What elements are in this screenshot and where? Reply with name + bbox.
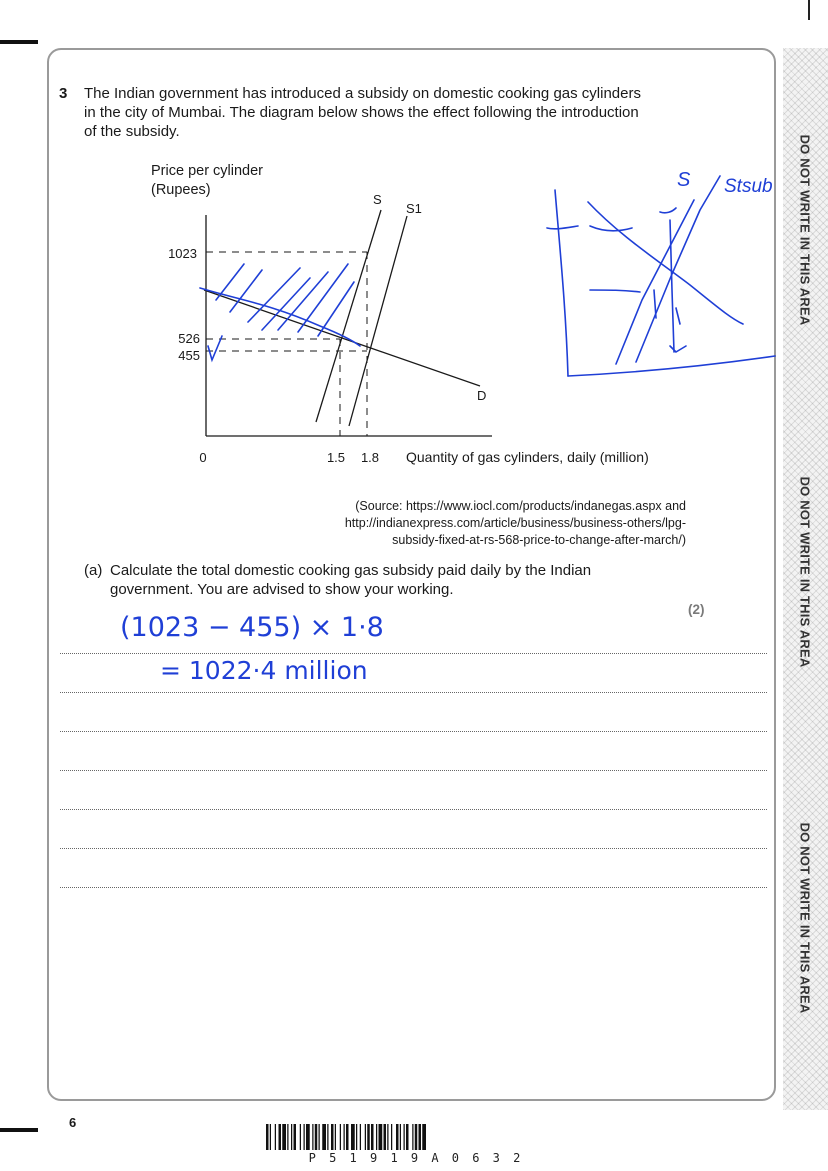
barcode-bar [404,1124,405,1150]
barcode-bar [335,1124,336,1150]
barcode-bar [304,1124,305,1150]
barcode-bar [340,1124,341,1150]
barcode-bar [282,1124,286,1150]
source-line-3: subsidy-fixed-at-rs-568-price-to-change-after-march/) [392,533,686,547]
tick-1023: 1023 [168,246,197,261]
barcode-bar [400,1124,401,1150]
barcode-bar [275,1124,276,1150]
barcode-bar [266,1124,269,1150]
barcode-bar [279,1124,282,1150]
barcode-bar [379,1124,383,1150]
y-axis-label-line-2: (Rupees) [151,182,211,198]
barcode-bar [312,1124,313,1150]
barcode [266,1124,566,1154]
barcode-bar [351,1124,355,1150]
barcode-bar [306,1124,310,1150]
barcode-bar [406,1124,409,1150]
supply-curve [316,210,381,422]
answer-line-2 [60,692,767,693]
barcode-bar [365,1124,366,1150]
barcode-bar [371,1124,374,1150]
barcode-bar [300,1124,301,1150]
barcode-bar [319,1124,320,1150]
sketch-label-stsub: Stsub [724,176,773,197]
answer-line-1 [60,653,767,654]
barcode-bar [322,1124,326,1150]
answer-line-5 [60,809,767,810]
barcode-bar [327,1124,328,1150]
y-axis-label-line-1: Price per cylinder [151,163,264,179]
origin-label: 0 [199,450,207,465]
marks-available: (2) [688,602,705,617]
barcode-bar [415,1124,418,1150]
barcode-text: P 5 1 9 1 9 A 0 6 3 2 [308,1151,524,1165]
barcode-bar [346,1124,349,1150]
label-s: S [373,192,382,207]
source-line-2: http://indianexpress.com/article/business/business-others/lpg- [344,516,686,530]
barcode-bar [270,1124,271,1150]
part-a-label: (a) [84,562,103,579]
barcode-bar [291,1124,292,1150]
answer-line-4 [60,770,767,771]
barcode-bar [287,1124,288,1150]
question-intro-line-3: of the subsidy. [84,123,180,140]
label-s1: S1 [406,201,422,216]
barcode-bar [294,1124,297,1150]
barcode-bar [419,1124,422,1150]
barcode-bar [422,1124,426,1150]
margin-bar-bottom [0,1128,38,1132]
barcode-bar [412,1124,413,1150]
answer-line-6 [60,848,767,849]
barcode-bar [344,1124,345,1150]
barcode-bar [360,1124,361,1150]
tick-1-5: 1.5 [326,450,346,465]
question-intro-line-1: The Indian government has introduced a subsidy on domestic cooking gas cylinders [84,85,641,102]
question-number: 3 [59,85,68,102]
barcode-bar [376,1124,377,1150]
tick-455: 455 [178,348,200,363]
x-axis-label: Quantity of gas cylinders, daily (million) [406,449,649,465]
part-a-line-1: Calculate the total domestic cooking gas subsidy paid daily by the Indian [110,562,592,579]
barcode-bar [367,1124,370,1150]
barcode-bar [331,1124,334,1150]
barcode-bar [384,1124,387,1150]
handwritten-answer-line-1: (1023 − 455) × 1·8 [120,612,384,643]
barcode-bar [391,1124,392,1150]
answer-line-7 [60,887,767,888]
answer-line-3 [60,731,767,732]
label-d: D [477,388,487,403]
barcode-bar [396,1124,399,1150]
subsidy-diagram [0,0,828,480]
student-hatching [200,264,360,360]
part-a-line-2: government. You are advised to show your working. [110,581,454,598]
barcode-bar [387,1124,388,1150]
barcode-bar [315,1124,318,1150]
student-sketch [547,176,775,376]
tick-526: 526 [178,331,200,346]
tick-1-8: 1.8 [360,450,380,465]
sketch-label-s: S [677,169,691,191]
source-line-1: (Source: https://www.iocl.com/products/indanegas.aspx and [355,499,686,513]
barcode-bar [356,1124,357,1150]
supply-new-curve [349,216,407,426]
handwritten-answer-line-2: = 1022·4 million [160,656,368,685]
question-intro-line-2: in the city of Mumbai. The diagram below shows the effect following the introduction [84,104,639,121]
page-number: 6 [69,1115,77,1130]
